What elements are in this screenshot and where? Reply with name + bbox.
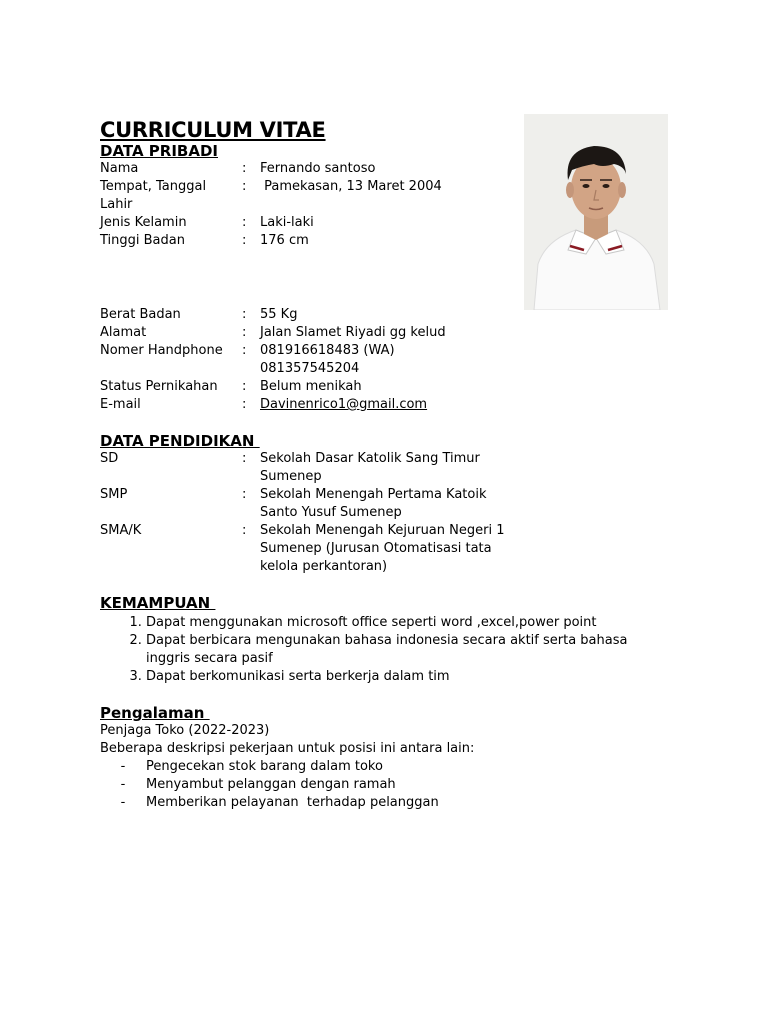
list-item [100, 758, 670, 776]
field-colon: : [242, 179, 247, 194]
list-item: 1. Dapat menggunakan microsoft office seperti word ,excel,power point [146, 614, 670, 632]
field-colon: : [242, 379, 247, 394]
cv-document [100, 118, 670, 812]
field-value: Sekolah Menengah Kejuruan Negeri 1 Sumenep (Jurusan Otomatisasi tata kelola perkantoran) [260, 523, 505, 574]
dash-bullet: - [120, 795, 126, 810]
personal-row-birth [100, 178, 670, 214]
duties-list [100, 758, 670, 812]
phone-primary: 081916618483 (WA) [260, 343, 395, 358]
job-title: Penjaga Toko (2022-2023) [100, 723, 270, 738]
field-colon: : [242, 343, 247, 358]
field-label: Alamat [100, 325, 147, 340]
field-colon: : [242, 397, 247, 412]
field-label: Tinggi Badan [100, 233, 185, 248]
field-label: Nama [100, 161, 139, 176]
education-row-sma [100, 522, 670, 576]
list-item [100, 776, 670, 794]
field-label: E-mail [100, 397, 141, 412]
list-item [100, 794, 670, 812]
field-label: SMA/K [100, 523, 142, 538]
field-colon: : [242, 215, 247, 230]
job-intro: Beberapa deskripsi pekerjaan untuk posisi ini antara lain: [100, 741, 475, 756]
dash-bullet: - [120, 759, 126, 774]
field-label: Jenis Kelamin [100, 215, 187, 230]
duty-text: Menyambut pelanggan dengan ramah [146, 777, 396, 792]
email-link[interactable]: Davinenrico1@gmail.com [260, 397, 428, 412]
field-value: Sekolah Dasar Katolik Sang Timur Sumenep [260, 451, 480, 484]
field-colon: : [242, 161, 247, 176]
personal-row-phone [100, 342, 670, 378]
field-label: SMP [100, 487, 128, 502]
field-colon: : [242, 487, 247, 502]
list-item: 2. Dapat berbicara mengunakan bahasa indonesia secara aktif serta bahasa inggris secara pasif [146, 632, 670, 668]
field-value: Sekolah Menengah Pertama Katoik Santo Yusuf Sumenep [260, 487, 487, 520]
field-value: 55 Kg [260, 307, 298, 322]
personal-row-gender [100, 214, 670, 232]
field-label: SD [100, 451, 119, 466]
field-label: Nomer Handphone [100, 343, 223, 358]
field-colon: : [242, 523, 247, 538]
field-label: Tempat, Tanggal Lahir [100, 179, 207, 212]
field-value: Belum menikah [260, 379, 362, 394]
duty-text: Pengecekan stok barang dalam toko [146, 759, 383, 774]
field-value: Fernando santoso [260, 161, 376, 176]
personal-row-height [100, 232, 670, 250]
section-heading-education: DATA PENDIDIKAN [100, 432, 260, 450]
personal-row-email [100, 396, 670, 414]
phone-values [260, 342, 510, 378]
education-row-sd [100, 450, 670, 486]
section-heading-personal: DATA PRIBADI [100, 142, 218, 160]
field-label: Berat Badan [100, 307, 181, 322]
field-colon: : [242, 307, 247, 322]
personal-row-name [100, 160, 670, 178]
spacer [100, 250, 670, 306]
phone-secondary: 081357545204 [260, 361, 360, 376]
field-value: Pamekasan, 13 Maret 2004 [260, 179, 442, 194]
list-item: 3. Dapat berkomunikasi serta berkerja dalam tim [146, 668, 670, 686]
field-colon: : [242, 233, 247, 248]
education-row-smp [100, 486, 670, 522]
field-label: Status Pernikahan [100, 379, 218, 394]
field-colon: : [242, 325, 247, 340]
personal-row-address [100, 324, 670, 342]
dash-bullet: - [120, 777, 126, 792]
personal-row-marital [100, 378, 670, 396]
field-value: Jalan Slamet Riyadi gg kelud [260, 325, 446, 340]
section-heading-skills: KEMAMPUAN [100, 594, 216, 612]
section-heading-experience: Pengalaman [100, 704, 210, 722]
skills-list [100, 614, 670, 686]
document-title: CURRICULUM VITAE [100, 118, 326, 142]
personal-row-weight [100, 306, 670, 324]
field-value: Laki-laki [260, 215, 314, 230]
duty-text: Memberikan pelayanan terhadap pelanggan [146, 795, 439, 810]
field-colon: : [242, 451, 247, 466]
field-value: 176 cm [260, 233, 309, 248]
